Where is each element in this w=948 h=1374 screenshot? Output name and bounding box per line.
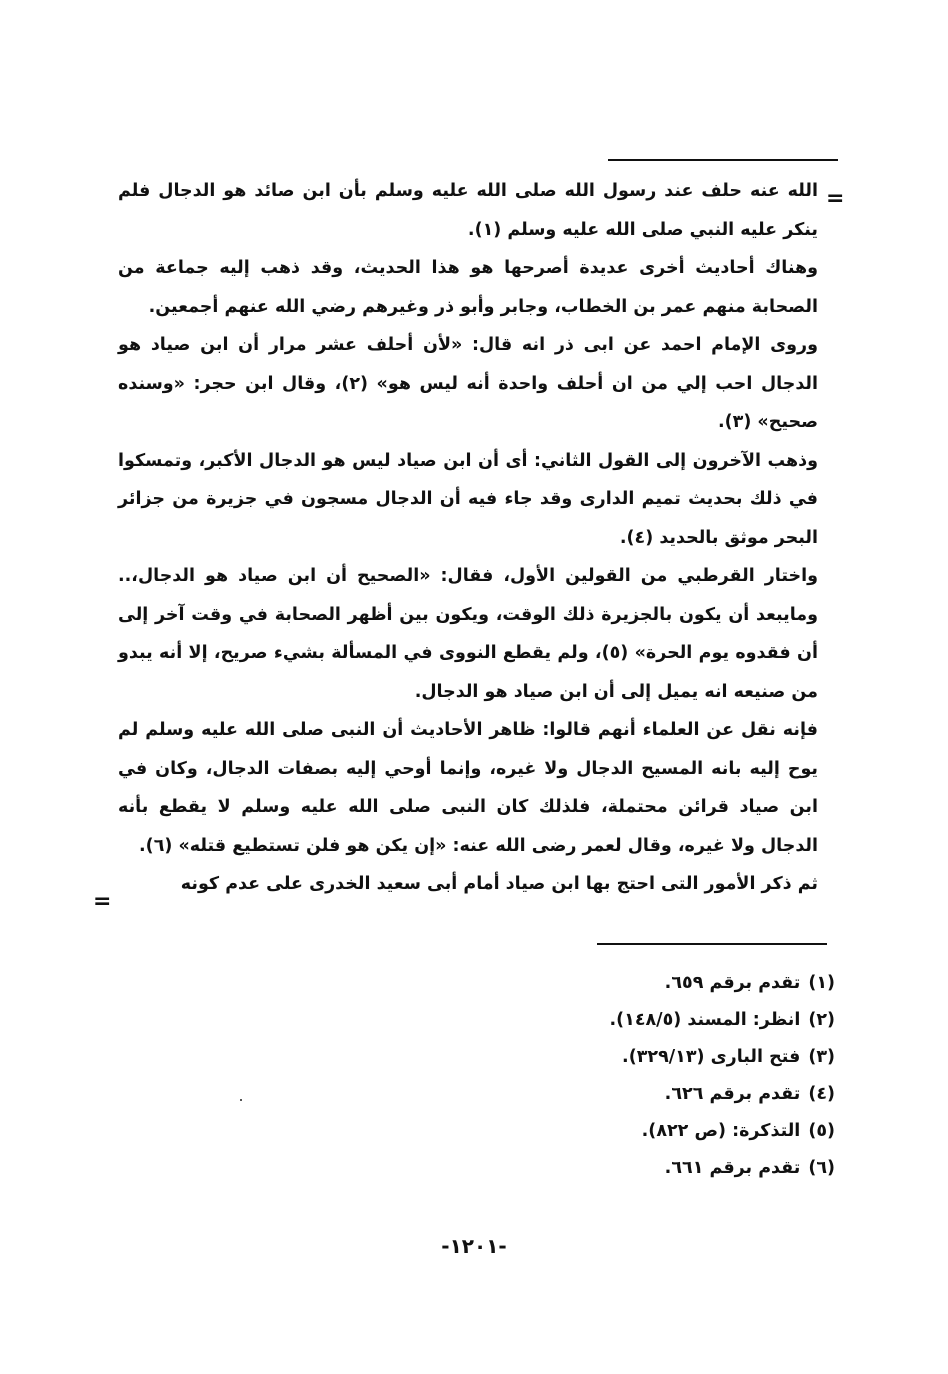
main-text [118,172,818,904]
paragraph-1: الله عنه حلف عند رسول الله صلى الله عليه وسلم بأن ابن صائد هو الدجال فلم ينكر عليه النبي صلى الله عليه وسلم (١). [118,181,818,240]
continuation-mark-top: = [826,186,845,211]
footnote-text: فتح البارى (٣٢٩/١٣). [622,1047,801,1067]
paragraph-5: واختار القرطبي من القولين الأول، فقال: «الصحيح أن ابن صياد هو الدجال،.. ومايبعد أن يكون بالجزيرة ذلك الوقت، ويكون بين أظهر الصحابة في وقت آخر إلى أن فقدوه يوم الحرة» (٥)، ولم يقطع النووى في المسألة بشيء صريح، إلا أنه يبدو من صنيعه انه يميل إلى أن ابن صياد هو الدجال. [118,566,818,702]
paragraph-2: وهناك أحاديث أخرى عديدة أصرحها هو هذا الحديث، وقد ذهب إليه جماعة من الصحابة منهم عمر بن الخطاب، وجابر وأبو ذر وغيرهم رضي الله عنهم أجمعين. [118,258,818,317]
paragraph-3: وروى الإمام احمد عن ابى ذر انه قال: «لأن أحلف عشر مرار أن ابن صياد هو الدجال احب إلي من ان أحلف واحدة أنه ليس هو» (٢)، وقال ابن حجر: «وسنده صحيح» (٣). [118,335,819,432]
footnote-6 [415,1150,835,1187]
paragraph-7: ثم ذكر الأمور التى احتج بها ابن صياد أمام أبى سعيد الخدرى على عدم كونه [180,874,818,894]
footnote-4 [415,1076,835,1113]
footnotes [415,965,835,1187]
footnote-number: (١) [808,973,835,993]
footnote-text: تقدم برقم ٦٦١. [664,1158,801,1178]
footnote-2 [415,1002,835,1039]
footnote-text: التذكرة: (ص ٨٢٢). [641,1121,801,1141]
footnote-text: تقدم برقم ٦٢٦. [664,1084,801,1104]
footnote-number: (٤) [808,1084,835,1104]
paragraph-6: فإنه نقل عن العلماء أنهم قالوا: ظاهر الأحاديث أن النبى صلى الله عليه وسلم لم يوح إليه بانه المسيح الدجال ولا غيره، وإنما أوحي إليه بصفات الدجال، وكان في ابن صياد قرائن محتملة، فلذلك كان النبى صلى الله عليه وسلم لا يقطع بأنه الدجال ولا غيره، وقال لعمر رضى الله عنه: «إن يكن هو فلن تستطيع قتله» (٦). [118,720,818,856]
scan-speck [240,1099,242,1101]
paragraph-4: وذهب الآخرون إلى القول الثاني: أى أن ابن صياد ليس هو الدجال الأكبر، وتمسكوا في ذلك بحديث تميم الدارى وقد جاء فيه أن الدجال مسجون في جزيرة من جزائر البحر موثق بالحديد (٤). [118,450,818,548]
footnote-number: (٥) [808,1121,835,1141]
footnote-number: (٦) [808,1158,835,1178]
footnote-3 [415,1039,835,1076]
footnote-divider-rule [597,943,827,945]
footnote-1 [415,965,835,1002]
footnote-text: انظر: المسند (١٤٨/٥). [609,1010,801,1030]
footnote-number: (٢) [808,1010,835,1030]
footnote-5 [415,1113,835,1150]
footnote-number: (٣) [808,1047,835,1067]
page-number: -١٢٠١- [441,1234,507,1258]
top-divider-rule [608,159,838,161]
footnote-text: تقدم برقم ٦٥٩. [664,973,801,993]
continuation-mark-bottom: = [93,889,112,914]
